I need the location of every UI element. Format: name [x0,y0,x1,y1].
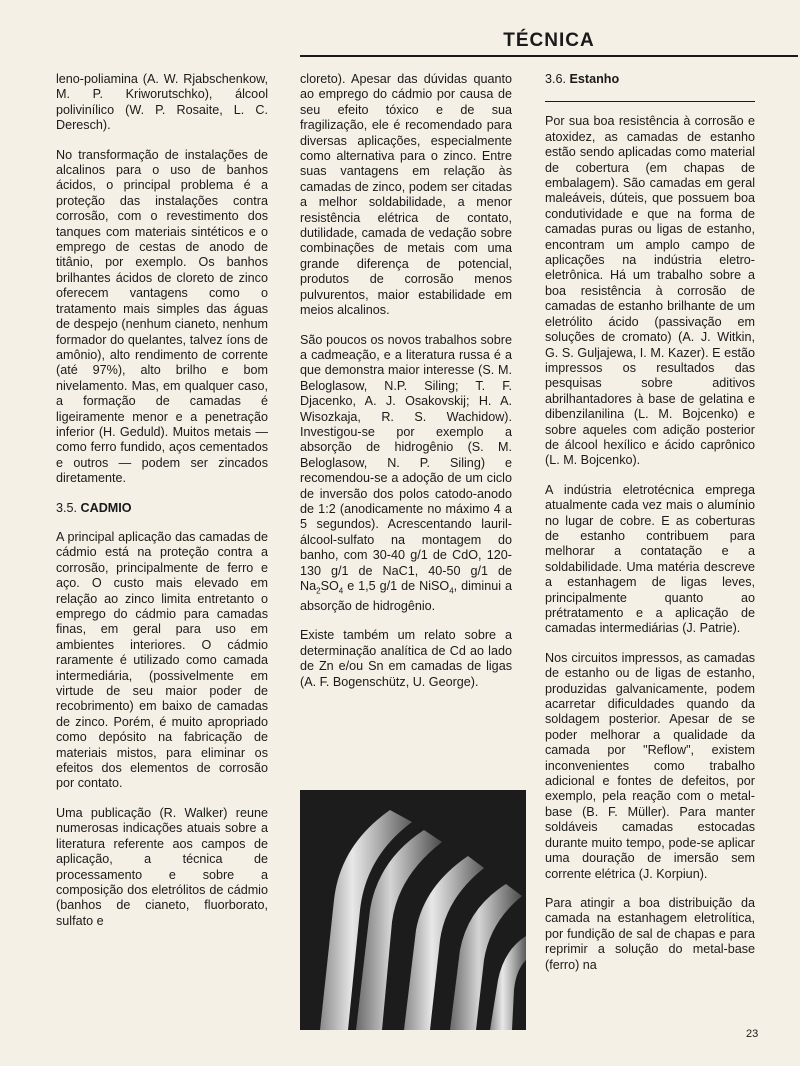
paragraph: Uma publicação (R. Walker) reune numerosas indicações atuais sobre a literatura referente aos campos de aplicação, a técnica de processamento e sobre a composição dos eletrólitos de cádmio (banhos de cianeto, fluorborato, sulfato e [56,805,268,928]
text-run: SO [320,579,339,593]
page-header [300,30,798,57]
section-number: 3.6. [545,72,567,86]
photo-graphic [300,790,526,1030]
subscript: 4 [449,586,454,596]
paragraph: No transformação de instalações de alcalinos para o uso de banhos ácidos, o principal problema é a proteção das instalações contra corrosão, com o revestimento dos tanques com materiais sintéticos e o emprego de cestas de anodo de titânio, por exemplo. Os banhos brilhantes ácidos de cloreto de zinco oferecem vantagens como o tratamento mais simples das águas de despejo (nenhum cianeto, nenhum formador do quelantes, talvez íons de amônio), alto rendimento de corrente (até 97%), alto brilho e bom nivelamento. Mas, em qualquer caso, a formação de camadas é ligeiramente menor e a penetração inferior (H. Geduld). Muitos metais — como ferro fundido, aços cementados e outros — podem ser zincados diretamente. [56,147,268,486]
section-title: TÉCNICA [503,30,595,51]
paragraph [300,333,512,615]
paragraph: Para atingir a boa distribuição da camada na estanhagem eletrolítica, por fundição de sal de chapas e para reprimir a solução do metal-base (ferro) na [545,895,755,972]
section-name: Estanho [569,72,620,86]
paragraph: Existe também um relato sobre a determinação analítica de Cd ao lado de Zn e/ou Sn em camadas de ligas (A. F. Bogenschütz, U. George). [300,628,512,689]
text-run: , diminui a absorção de hidrogênio. [300,579,512,613]
subscript: 2 [316,586,321,596]
divider [545,101,755,102]
paragraph: A principal aplicação das camadas de cádmio está na proteção contra a corrosão, principalmente de ferro e aço. O custo mais elevado em relação ao zinco limita entretanto o emprego do cádmio para camadas finas, em geral para uso em ambientes interiores. O cádmio raramente é utilizado como camada intermediária, (possivelmente em virtude de seu maior poder de recobrimento) em baixo de camadas de zinco. Porém, é muito apropriado como depósito na fabricação de materiais mistos, para eliminar os efeitos dos elementos de corrosão por contato. [56,529,268,791]
section-heading-cadmio [56,501,268,516]
section-heading-estanho [545,72,755,87]
text-run: São poucos os novos trabalhos sobre a cadmeação, e a literatura russa é a que demonstra maior interesse (S. M. Beloglasow, N.P. Siling; T. F. Djacenko, A. J. Osakovskij; H. A. Wisozkaja, R. S. Wachidow). Investigou-se por exemplo a absorção de hidrogênio (S. M. Beloglasow, N. P. Siling) e recomendou-se a adoção de um ciclo de inversão dos polos catodo-anodo de 1:2 (anodicamente no máximo 4 a 5 segundos). Acrescentando lauril-álcool-sulfato na montagem do banho, com 30-40 g/1 de CdO, 120-130 g/1 de NaC1, 40-50 g/1 de Na [300,332,512,593]
page-number: 23 [746,1028,759,1040]
section-name: CADMIO [80,500,132,515]
text-run: e 1,5 g/1 de NiSO [343,579,450,593]
paragraph: leno-poliamina (A. W. Rjabschenkow, M. P. Kriworutschko), álcool polivinílico (W. P. Rosaite, L. C. Deresch). [56,72,268,133]
section-number: 3.5. [56,500,78,515]
paragraph: Por sua boa resistência à corrosão e atoxidez, as camadas de estanho estão sendo aplicadas como material de cobertura (em chapas de embalagem). São camadas em geral maleáveis, dúteis, que possuem boa condutividade e que na forma de camadas puras ou ligas de estanho, encontram um amplo campo de aplicações na indústria eletro-eletrônica. Há um trabalho sobre a boa resistência à corrosão de camadas de estanho brilhante de um eletrólito ácido (passivação em soluções de cromato) (A. J. Witkin, G. S. Guljajewa, I. M. Kazer). E estão impressos os resultados das pesquisas sobre aditivos abrilhantadores à base de gelatina e dibenzilanilina (L. M. Bojcenko) e sobre aqueles com adição posterior de álcool hexílico e ácido caprônico (L. M. Bojcenko). [545,114,755,468]
metal-strips-photo [300,790,526,1030]
column-right [545,72,755,987]
paragraph: Nos circuitos impressos, as camadas de estanho ou de ligas de estanho, produzidas galvanicamente, podem acarretar dificuldades quando da soldagem posterior. Apesar de se poder melhorar a qualidade da camada por "Reflow", existem inconvenientes como trabalho adicional e fontes de defeitos, por exemplo, pela reação com o metal-base (B. F. Müller). Para manter soldáveis camadas estocadas durante muito tempo, pode-se aplicar uma douração de imersão sem corrente elétrica (J. Korpiun). [545,650,755,881]
column-left [56,72,268,943]
column-middle [300,72,512,704]
paragraph: A indústria eletrotécnica emprega atualmente cada vez mais o alumínio no lugar de cobre. E as coberturas de estanho contribuem para melhorar a contatação e a soldabilidade. Uma matéria descreve a estanhagem de ligas leves, principalmente quanto ao prétratamento e a aplicação de camadas intermediárias (J. Patrie). [545,482,755,636]
subscript: 4 [338,586,344,596]
paragraph: cloreto). Apesar das dúvidas quanto ao emprego do cádmio por causa de seu efeito tóxico e de sua fragilização, ele é recomendado para diversas aplicações, especialmente como alternativa para o zinco. Entre suas vantagens em relação às camadas de zinco, podem ser citadas a melhor soldabilidade, a menor resistência elétrica de contato, dutilidade, camada de vedação sobre combinações de metais com uma grande diferença de potencial, produtos de corrosão menos pulvurentos, maior estabilidade em meios alcalinos. [300,72,512,318]
